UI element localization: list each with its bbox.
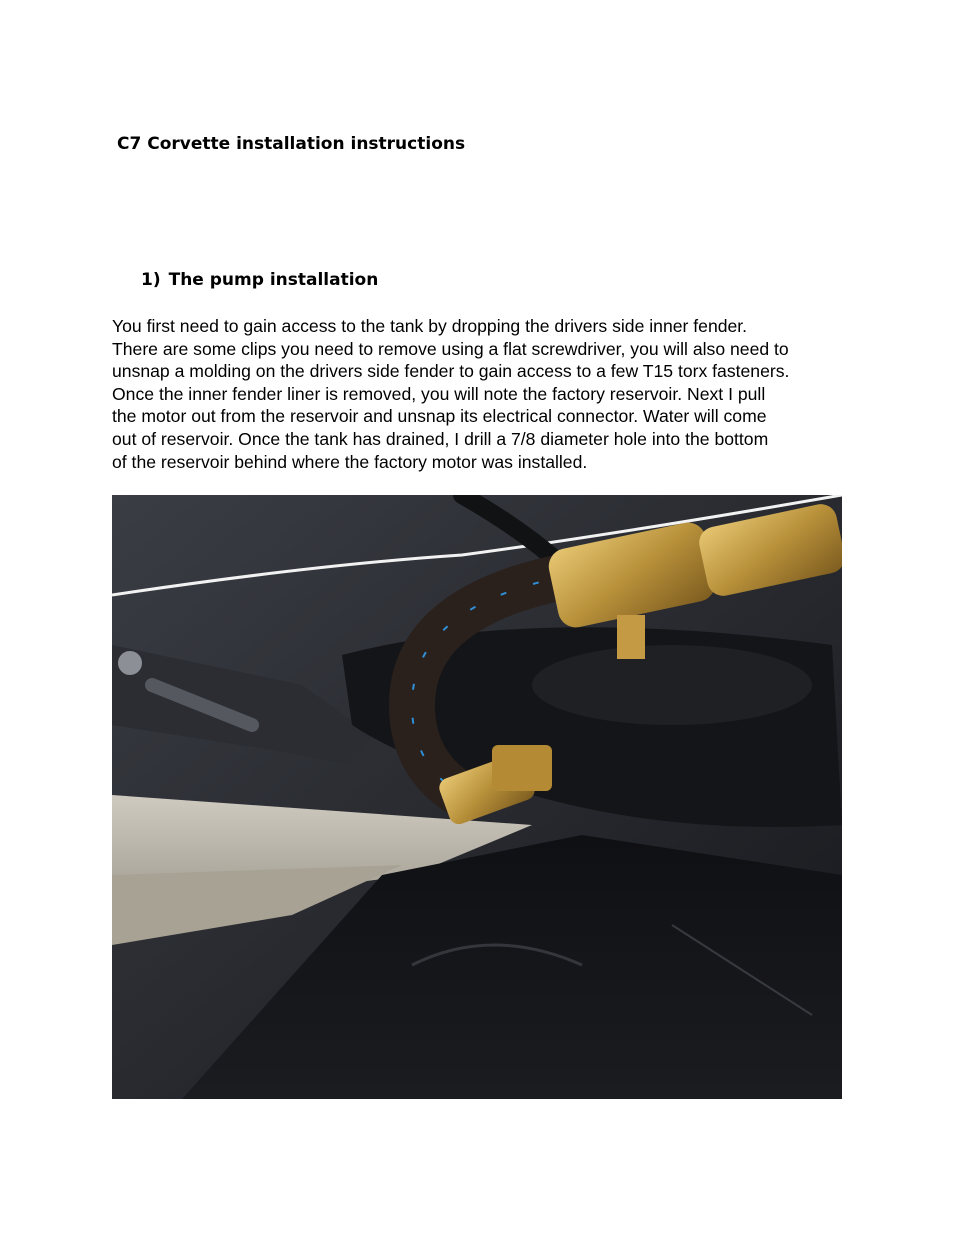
- section-number: 1): [141, 270, 161, 290]
- paragraph-line: There are some clips you need to remove using a flat screwdriver, you will also need to: [112, 338, 789, 359]
- pump-installation-photo: [112, 495, 842, 1099]
- document-title: C7 Corvette installation instructions: [117, 134, 466, 154]
- paragraph-line: out of reservoir. Once the tank has drained, I drill a 7/8 diameter hole into the bottom: [112, 428, 769, 449]
- reservoir-highlight: [532, 645, 812, 725]
- paragraph-line: the motor out from the reservoir and unsnap its electrical connector. Water will come: [112, 406, 767, 427]
- paragraph-line: You first need to gain access to the tank by dropping the drivers side inner fender.: [112, 316, 748, 336]
- bolt-head: [118, 651, 142, 675]
- brass-stud: [617, 615, 645, 659]
- paragraph-line: of the reservoir behind where the factory motor was installed.: [112, 451, 588, 472]
- section-heading: [141, 270, 378, 290]
- paragraph-line: unsnap a molding on the drivers side fender to gain access to a few T15 torx fasteners.: [112, 361, 790, 382]
- section-heading-text: The pump installation: [168, 270, 379, 290]
- paragraph-line: Once the inner fender liner is removed, you will note the factory reservoir. Next I pull: [112, 383, 766, 404]
- brass-elbow: [492, 745, 552, 791]
- photo-illustration: [112, 495, 842, 1099]
- section-paragraph: [112, 315, 847, 473]
